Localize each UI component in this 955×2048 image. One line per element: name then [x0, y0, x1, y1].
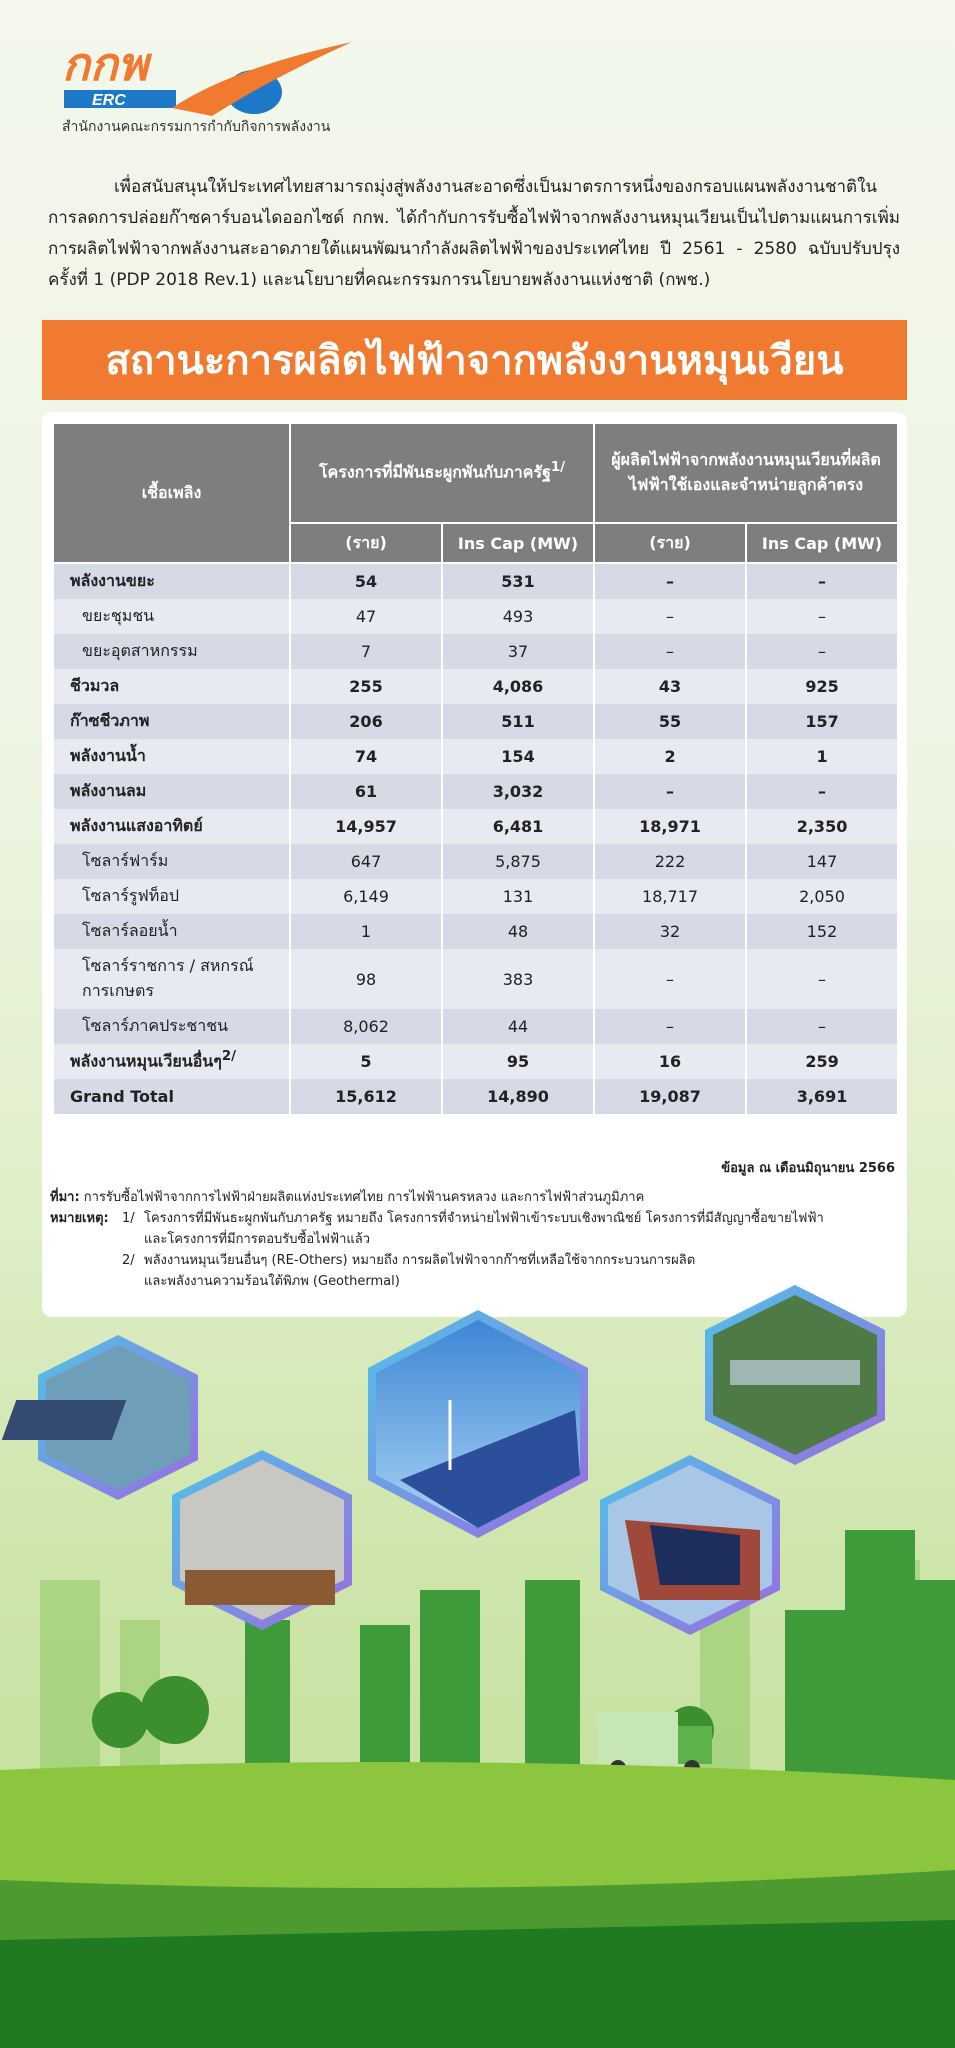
header-cap-1: Ins Cap (MW)	[442, 523, 594, 563]
table-row	[53, 669, 898, 704]
table-row	[53, 809, 898, 844]
count-govt-cell-text: 647	[350, 852, 382, 871]
count-self-cell-text: –	[666, 969, 675, 989]
count-govt-cell	[290, 704, 442, 739]
capacity-govt-cell-text: 493	[502, 607, 534, 626]
fuel-name-cell	[53, 949, 290, 1009]
count-govt-cell-text: 5	[360, 1052, 372, 1071]
fuel-name-cell-text: พลังงานลม	[70, 781, 147, 800]
capacity-govt-cell	[442, 599, 594, 634]
intro-text: เพื่อสนับสนุนให้ประเทศไทยสามารถมุ่งสู่พลังงานสะอาดซึ่งเป็นมาตรการหนึ่งของกรอบแผนพลังงานชาติในการลดการปล่อยก๊าซคาร์บอนไดออกไซด์ กกพ. ได้กำกับการรับซื้อไฟฟ้าจากพลังงานหมุนเวียนเป็นไปตามแผนการเพิ่มการผลิตไฟฟ้าจากพลังงานสะอาดภายใต้แผนพัฒนากำลังผลิตไฟฟ้าของประเทศไทย ปี 2561 - 2580 ฉบับปรับปรุงครั้งที่ 1 (PDP 2018 Rev.1) และนโยบายที่คณะกรรมการนโยบายพลังงานแห่งชาติ (กพช.)	[48, 177, 900, 290]
capacity-self-cell	[746, 1044, 898, 1079]
count-self-cell-text: 2	[664, 747, 676, 766]
count-govt-cell	[290, 1079, 442, 1114]
note-1-line2: และโครงการที่มีการตอบรับซื้อไฟฟ้าแล้ว	[144, 1232, 371, 1247]
count-govt-cell	[290, 879, 442, 914]
capacity-self-cell-text: 2,350	[796, 817, 848, 836]
count-govt-cell-text: 98	[355, 969, 377, 989]
capacity-self-cell-text: –	[818, 607, 827, 626]
notes-block	[50, 1187, 880, 1292]
capacity-self-cell-text: 2,050	[799, 887, 845, 906]
fuel-name-cell	[53, 774, 290, 809]
capacity-self-cell-text: –	[818, 782, 827, 801]
note-2-line1: พลังงานหมุนเวียนอื่นๆ (RE-Others) หมายถึง การผลิตไฟฟ้าจากก๊าซที่เหลือใช้จากกระบวนการผลิต	[144, 1253, 696, 1268]
capacity-govt-cell-text: 4,086	[492, 677, 544, 696]
table-row	[53, 634, 898, 669]
count-govt-cell	[290, 949, 442, 1009]
count-govt-cell	[290, 1009, 442, 1044]
count-self-cell	[594, 914, 746, 949]
capacity-self-cell-text: –	[818, 969, 827, 989]
capacity-self-cell	[746, 774, 898, 809]
count-self-cell	[594, 879, 746, 914]
capacity-govt-cell-text: 6,481	[492, 817, 544, 836]
table-row	[53, 1009, 898, 1044]
capacity-self-cell-text: 259	[805, 1052, 839, 1071]
count-self-cell-text: 16	[658, 1052, 682, 1071]
count-govt-cell	[290, 774, 442, 809]
count-govt-cell	[290, 634, 442, 669]
capacity-govt-cell	[442, 1079, 594, 1114]
capacity-govt-cell	[442, 809, 594, 844]
capacity-self-cell	[746, 914, 898, 949]
capacity-govt-cell	[442, 1009, 594, 1044]
count-self-cell-text: –	[666, 642, 675, 661]
capacity-govt-cell	[442, 949, 594, 1009]
count-govt-cell-text: 14,957	[335, 817, 397, 836]
header-group2: ผู้ผลิตไฟฟ้าจากพลังงานหมุนเวียนที่ผลิตไฟฟ้าใช้เองและจำหน่ายลูกค้าตรง	[594, 423, 898, 523]
count-self-cell-text: 222	[654, 852, 686, 871]
fuel-name-cell	[53, 879, 290, 914]
header-group1	[290, 423, 594, 523]
capacity-self-cell-text: –	[818, 1017, 827, 1036]
count-self-cell	[594, 599, 746, 634]
count-govt-cell-text: 255	[349, 677, 383, 696]
count-self-cell	[594, 844, 746, 879]
fuel-name-cell	[53, 634, 290, 669]
fuel-name-cell	[53, 739, 290, 774]
header-group1-sup: 1/	[550, 460, 566, 476]
capacity-govt-cell	[442, 844, 594, 879]
table-row	[53, 774, 898, 809]
table-row	[53, 739, 898, 774]
table-row	[53, 914, 898, 949]
capacity-self-cell	[746, 844, 898, 879]
count-self-cell-text: –	[666, 1017, 675, 1036]
count-govt-cell-text: 61	[354, 782, 378, 801]
capacity-self-cell	[746, 949, 898, 1009]
footnote-marker: 2/	[221, 1048, 236, 1064]
note-1-number: 1/	[122, 1211, 135, 1226]
count-self-cell	[594, 563, 746, 599]
hydro-dam-photo	[705, 1285, 885, 1465]
table-card	[42, 412, 907, 1317]
fuel-name-cell	[53, 914, 290, 949]
count-govt-cell-text: 206	[349, 712, 383, 731]
count-self-cell-text: 32	[659, 922, 681, 941]
count-govt-cell-text: 7	[360, 642, 372, 661]
capacity-govt-cell	[442, 739, 594, 774]
renewable-status-table	[52, 422, 899, 1114]
fuel-name-cell	[53, 809, 290, 844]
capacity-govt-cell	[442, 704, 594, 739]
capacity-govt-cell-text: 5,875	[495, 852, 541, 871]
capacity-self-cell	[746, 669, 898, 704]
count-self-cell	[594, 704, 746, 739]
wind-solar-photo	[368, 1310, 588, 1538]
table-row	[53, 844, 898, 879]
capacity-govt-cell-text: 531	[501, 572, 535, 591]
logo-sub-text: ERC	[92, 92, 126, 109]
capacity-self-cell	[746, 879, 898, 914]
capacity-govt-cell-text: 511	[501, 712, 535, 731]
count-self-cell-text: 55	[658, 712, 682, 731]
capacity-self-cell	[746, 809, 898, 844]
fuel-name-cell	[53, 669, 290, 704]
capacity-govt-cell	[442, 879, 594, 914]
count-govt-cell-text: 47	[355, 607, 377, 626]
org-name: สำนักงานคณะกรรมการกำกับกิจการพลังงาน	[62, 119, 331, 135]
count-self-cell	[594, 809, 746, 844]
fuel-name-cell	[53, 704, 290, 739]
fuel-name-cell-text: โซลาร์ราชการ / สหกรณ์การเกษตร	[82, 956, 254, 1000]
remark-label: หมายเหตุ:	[50, 1211, 109, 1226]
capacity-govt-cell	[442, 774, 594, 809]
fuel-name-cell-text: ก๊าซชีวภาพ	[70, 711, 150, 730]
note-2-line2: และพลังงานความร้อนใต้พิภพ (Geothermal)	[144, 1274, 400, 1289]
header-count-2: (ราย)	[594, 523, 746, 563]
capacity-govt-cell	[442, 1044, 594, 1079]
fuel-name-cell-text: พลังงานแสงอาทิตย์	[70, 816, 203, 835]
capacity-self-cell	[746, 1009, 898, 1044]
count-govt-cell	[290, 599, 442, 634]
as-of-date: ข้อมูล ณ เดือนมิถุนายน 2566	[721, 1161, 895, 1176]
capacity-govt-cell-text: 37	[507, 642, 529, 661]
count-govt-cell	[290, 809, 442, 844]
capacity-self-cell-text: –	[818, 642, 827, 661]
count-self-cell-text: –	[666, 607, 675, 626]
renewable-illustration	[0, 1280, 955, 2048]
count-self-cell	[594, 1079, 746, 1114]
biomass-plant-photo	[172, 1450, 352, 1630]
floating-solar-photo	[2, 1335, 198, 1500]
capacity-govt-cell-text: 131	[502, 887, 534, 906]
capacity-self-cell	[746, 704, 898, 739]
header-group1-text: โครงการที่มีพันธะผูกพันกับภาครัฐ	[318, 462, 551, 482]
capacity-govt-cell	[442, 634, 594, 669]
fuel-name-cell	[53, 599, 290, 634]
fuel-name-cell-text: ชีวมวล	[70, 676, 120, 695]
capacity-self-cell	[746, 739, 898, 774]
note-1-line1: โครงการที่มีพันธะผูกพันกับภาครัฐ หมายถึง โครงการที่จำหน่ายไฟฟ้าเข้าระบบเชิงพาณิชย์ โครงการที่มีสัญญาซื้อขายไฟฟ้า	[144, 1211, 824, 1226]
note-1-row	[50, 1208, 880, 1250]
count-self-cell-text: 18,971	[639, 817, 701, 836]
count-govt-cell-text: 74	[354, 747, 378, 766]
table-row	[53, 879, 898, 914]
fuel-name-cell-text: พลังงานหมุนเวียนอื่นๆ	[70, 1051, 222, 1071]
count-self-cell	[594, 669, 746, 704]
fuel-name-cell-text: ขยะชุมชน	[82, 606, 155, 625]
source-text: การรับซื้อไฟฟ้าจากการไฟฟ้าฝ่ายผลิตแห่งประเทศไทย การไฟฟ้านครหลวง และการไฟฟ้าส่วนภูมิภาค	[83, 1190, 645, 1205]
capacity-govt-cell	[442, 669, 594, 704]
source-label: ที่มา:	[50, 1190, 80, 1205]
capacity-govt-cell	[442, 914, 594, 949]
table-row	[53, 1079, 898, 1114]
count-self-cell	[594, 774, 746, 809]
count-self-cell-text: 18,717	[642, 887, 698, 906]
capacity-self-cell-text: 152	[806, 922, 838, 941]
ground-dark	[0, 1920, 955, 2048]
logo-text: กกพ	[62, 38, 149, 90]
table-row	[53, 1044, 898, 1079]
fuel-name-cell-text: โซลาร์ลอยน้ำ	[82, 921, 178, 940]
count-govt-cell	[290, 844, 442, 879]
capacity-self-cell	[746, 563, 898, 599]
count-self-cell	[594, 1044, 746, 1079]
count-self-cell	[594, 1009, 746, 1044]
table-row	[53, 949, 898, 1009]
count-govt-cell	[290, 669, 442, 704]
capacity-self-cell-text: 3,691	[796, 1087, 848, 1106]
fuel-name-cell-text: ขยะอุตสาหกรรม	[82, 641, 198, 660]
header-cap-2: Ins Cap (MW)	[746, 523, 898, 563]
capacity-govt-cell	[442, 563, 594, 599]
capacity-govt-cell-text: 3,032	[492, 782, 544, 801]
fuel-name-cell	[53, 1079, 290, 1114]
count-self-cell-text: –	[666, 572, 675, 591]
capacity-self-cell	[746, 1079, 898, 1114]
capacity-govt-cell-text: 383	[502, 969, 534, 989]
capacity-govt-cell-text: 154	[501, 747, 535, 766]
note-2-number: 2/	[122, 1253, 135, 1268]
count-govt-cell-text: 15,612	[335, 1087, 397, 1106]
fuel-name-cell	[53, 1044, 290, 1079]
rooftop-solar-photo	[600, 1455, 780, 1635]
header-count-1: (ราย)	[290, 523, 442, 563]
fuel-name-cell	[53, 844, 290, 879]
fuel-name-cell-text: โซลาร์ภาคประชาชน	[82, 1016, 229, 1035]
count-govt-cell	[290, 563, 442, 599]
intro-paragraph	[48, 172, 900, 296]
capacity-govt-cell-text: 14,890	[487, 1087, 549, 1106]
count-self-cell-text: –	[666, 782, 675, 801]
fuel-name-cell-text: โซลาร์ฟาร์ม	[82, 851, 169, 870]
capacity-self-cell	[746, 634, 898, 669]
capacity-self-cell-text: 1	[816, 747, 828, 766]
fuel-name-cell-text: Grand Total	[70, 1087, 174, 1106]
count-self-cell-text: 19,087	[639, 1087, 701, 1106]
count-govt-cell	[290, 1044, 442, 1079]
title-banner: สถานะการผลิตไฟฟ้าจากพลังงานหมุนเวียน	[42, 320, 907, 400]
count-govt-cell	[290, 914, 442, 949]
capacity-self-cell-text: 925	[805, 677, 839, 696]
fuel-name-cell	[53, 563, 290, 599]
capacity-govt-cell-text: 48	[507, 922, 529, 941]
count-self-cell	[594, 739, 746, 774]
capacity-self-cell	[746, 599, 898, 634]
capacity-govt-cell-text: 44	[507, 1017, 529, 1036]
source-row	[50, 1187, 880, 1208]
count-govt-cell-text: 8,062	[343, 1017, 389, 1036]
capacity-govt-cell-text: 95	[506, 1052, 530, 1071]
count-self-cell	[594, 949, 746, 1009]
table-row	[53, 563, 898, 599]
count-self-cell-text: 43	[658, 677, 682, 696]
count-govt-cell	[290, 739, 442, 774]
table-row	[53, 704, 898, 739]
capacity-self-cell-text: 147	[806, 852, 838, 871]
capacity-self-cell-text: 157	[805, 712, 839, 731]
fuel-name-cell-text: พลังงานน้ำ	[70, 746, 146, 765]
count-govt-cell-text: 54	[354, 572, 378, 591]
count-govt-cell-text: 1	[360, 922, 372, 941]
header-fuel: เชื้อเพลิง	[53, 423, 290, 563]
capacity-self-cell-text: –	[818, 572, 827, 591]
fuel-name-cell-text: พลังงานขยะ	[70, 571, 155, 590]
fuel-name-cell	[53, 1009, 290, 1044]
count-govt-cell-text: 6,149	[343, 887, 389, 906]
note-1-text	[144, 1208, 824, 1250]
count-self-cell	[594, 634, 746, 669]
fuel-name-cell-text: โซลาร์รูฟท็อป	[82, 886, 180, 905]
table-row	[53, 599, 898, 634]
